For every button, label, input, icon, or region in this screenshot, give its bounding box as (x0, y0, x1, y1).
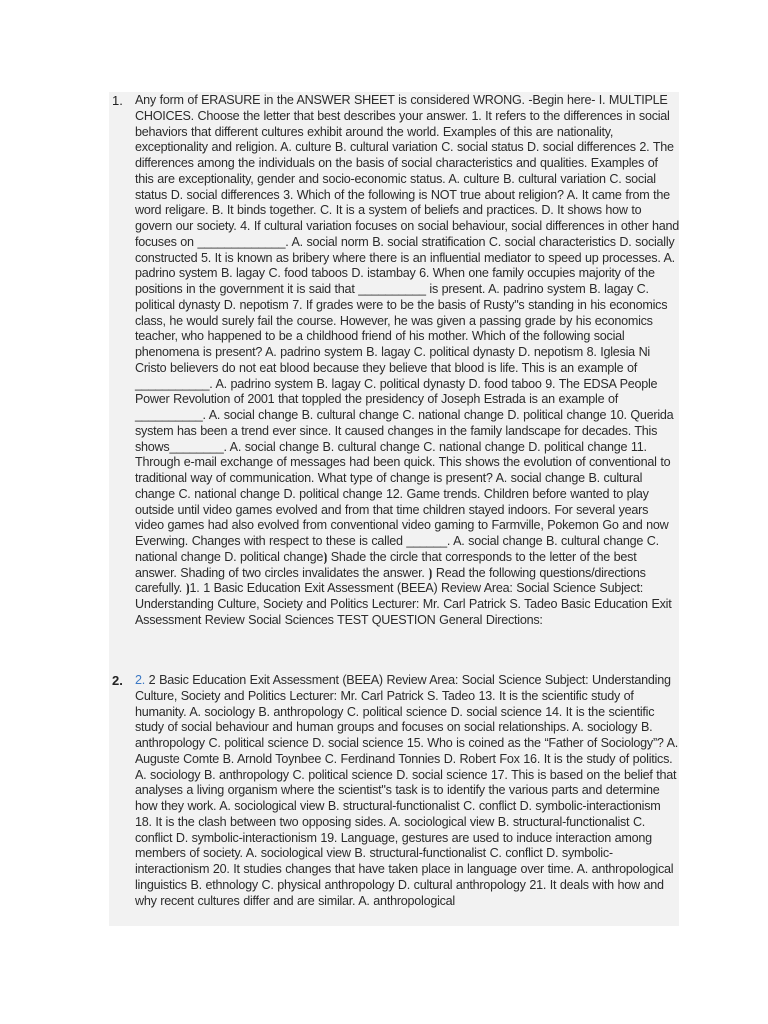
document-page (109, 92, 679, 926)
list-number-2: 2. (112, 673, 123, 688)
list-item-2-text (135, 673, 679, 909)
list-item-2-body: 2 Basic Education Exit Assessment (BEEA) Review Area: Social Science Subject: Understanding Culture, Society and Politics Lecturer: Mr. Carl Patrick S. Tadeo 13. It is the scientific study of humanity. A. sociology B. anthropology C. political science D. social science 14. It is the scientific study of social behaviour and human groups and focuses on social relationships. A. sociology B. anthropology C. political science D. social science 15. Who is coined as the “Father of Sociology”? A. Auguste Comte B. Arnold Toynbee C. Ferdinand Tonnies D. Robert Fox 16. It is the study of politics. A. sociology B. anthropology C. political science D. social science 17. This is based on the belief that analyses a living organism where the scientist"s task is to identify the various parts and determine how they work. A. sociological view B. structural-functionalist C. conflict D. symbolic-interactionism 18. It is the clash between two opposing sides. A. sociological view B. structural-functionalist C. conflict D. symbolic-interactionism 19. Language, gestures are used to induce interaction among members of society. A. sociological view B. structural-functionalist C. conflict D. symbolic-interactionism 20. It studies changes that have taken place in language over time. A. anthropological linguistics B. ethnology C. physical anthropology D. cultural anthropology 21. It deals with how and why recent cultures differ and are similar. A. anthropological (135, 673, 679, 908)
page-link-2[interactable]: 2. (135, 673, 146, 687)
list-item-1-text: Any form of ERASURE in the ANSWER SHEET is considered WRONG. -Begin here- I. MULTIPLE CHOICES. Choose the letter that best describes your answer. 1. It refers to the differences in social behaviors that different cultures exhibit around the world. Examples of this are nationality, exceptionality and religion. A. culture B. cultural variation C. social status D. social differences 2. The differences among the individuals on the basis of social characteristics and qualities. Examples of this are exceptionality, gender and socio-economic status. A. culture B. cultural variation C. social status D. social differences 3. Which of the following is NOT true about religion? A. It came from the word religare. B. It binds together. C. It is a system of beliefs and practices. D. It shows how to govern our society. 4. If cultural variation focuses on social behaviour, social differences in other hand focuses on _____________. A. social norm B. social stratification C. social characteristics D. socially constructed 5. It is known as bribery where there is an influential mediator to speed up processes. A. padrino system B. lagay C. food taboos D. istambay 6. When one family occupies majority of the positions in the government it is said that __________ is present. A. padrino system B. lagay C. political dynasty D. nepotism 7. If grades were to be the basis of Rusty"s standing in his economics class, he would surely fail the course. However, he was given a passing grade by his economics teacher, who happened to be a childhood friend of his mother. Which of the following social phenomena is present? A. padrino system B. lagay C. political dynasty D. nepotism 8. Iglesia Ni Cristo believers do not eat blood because they believe that blood is life. This is an example of ___________. A. padrino system B. lagay C. political dynasty D. food taboo 9. The EDSA People Power Revolution of 2001 that toppled the presidency of Joseph Estrada is an example of __________. A. social change B. cultural change C. national change D. political change 10. Querida system has been a trend ever since. It caused changes in the family landscape for decades. This shows________. A. social change B. cultural change C. national change D. political change 11. Through e-mail exchange of messages had been quick. This shows the evolution of conventional to traditional way of communication. What type of change is present? A. social change B. cultural change C. national change D. political change 12. Game trends. Children before wanted to play outside until video games evolved and from that time children stayed indoors. For several years video games had also evolved from conventional video gaming to Farmville, Pokemon Go and now Everwing. Changes with respect to these is called ______. A. social change B. cultural change C. national change D. political change⦘ Shade the circle that corresponds to the letter of the best answer. Shading of two circles invalidates the answer. ⦘ Read the following questions/directions carefully. ⦘1. 1 Basic Education Exit Assessment (BEEA) Review Area: Social Science Subject: Understanding Culture, Society and Politics Lecturer: Mr. Carl Patrick S. Tadeo Basic Education Exit Assessment Review Social Sciences TEST QUESTION General Directions: (135, 93, 679, 627)
list-number-1: 1. (112, 93, 123, 108)
